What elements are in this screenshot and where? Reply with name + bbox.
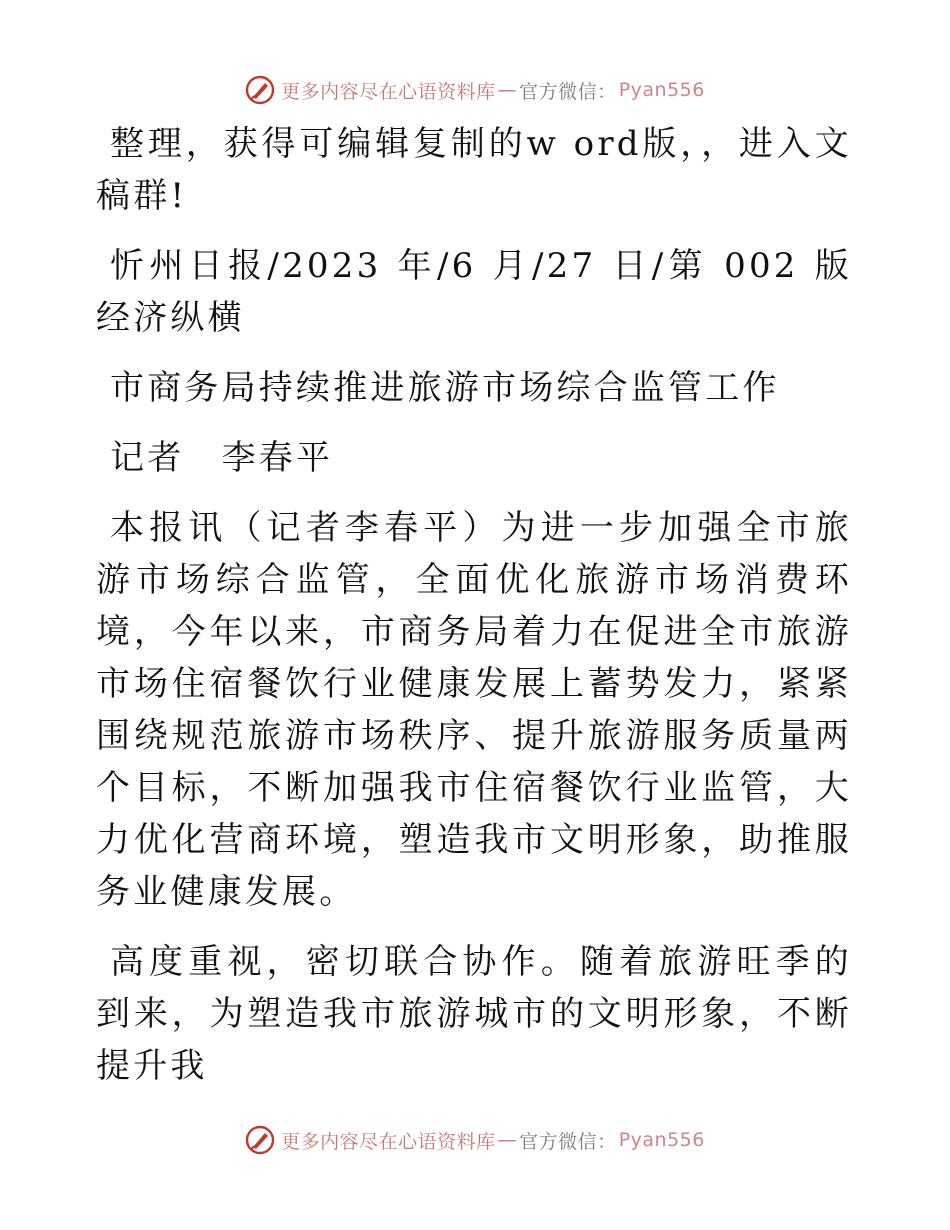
quill-logo-icon [245,75,275,105]
paragraph-section: 高度重视，密切联合协作。随着旅游旺季的到来，为塑造我市旅游城市的文明形象，不断提升我 [96,942,852,1086]
footer-watermark [0,1120,950,1160]
quill-logo-icon [245,1125,275,1155]
watermark-site-text: 更多内容尽在心语资料库 [281,1130,496,1153]
paragraph-source-line: 忻州日报/2023 年/6 月/27 日/第 002 版经济纵横 [96,246,852,338]
article-byline: 记者 李春平 [110,438,334,478]
article-title: 市商务局持续推进旅游市场综合监管工作 [110,368,780,408]
watermark-handle: Pyan556 [618,1129,705,1151]
watermark-dash: — [497,1129,518,1151]
watermark-dash: — [497,79,518,101]
paragraph-intro: 整理，获得可编辑复制的w ord版，，进入文稿群! [96,124,852,216]
paragraph-lead: 本报讯（记者李春平）为进一步加强全市旅游市场综合监管，全面优化旅游市场消费环境，今年以来，市商务局着力在促进全市旅游市场住宿餐饮行业健康发展上蓄势发力，紧紧围绕规范旅游市场秩序、提升旅游服务质量两个目标，不断加强我市住宿餐饮行业监管，大力优化营商环境，塑造我市文明形象，助推服务业健康发展。 [96,508,852,912]
watermark-handle: Pyan556 [618,79,705,101]
watermark-label: 官方微信： [519,80,617,103]
header-watermark [0,70,950,110]
watermark-site-text: 更多内容尽在心语资料库 [281,80,496,103]
document-body [96,118,852,1110]
watermark-label: 官方微信： [519,1130,617,1153]
